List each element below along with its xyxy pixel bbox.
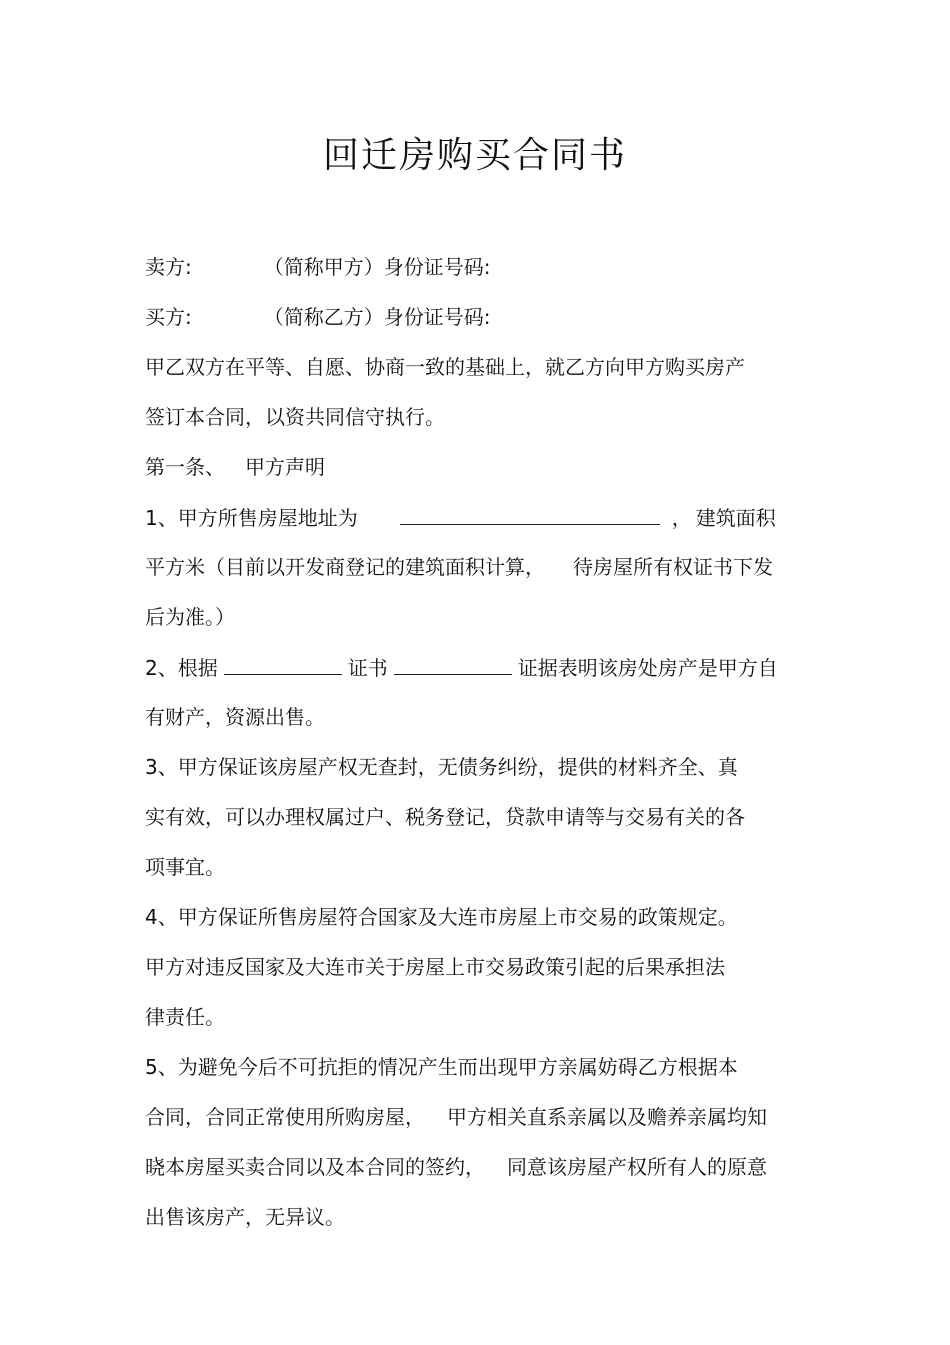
clause-1-line-3: 后为准。） (145, 605, 235, 629)
clause-5-line-2-b: 甲方相关直系亲属以及赡养亲属均知 (447, 1105, 767, 1129)
clause-4-line-1: 4、甲方保证所售房屋符合国家及大连市房屋上市交易的政策规定。 (145, 905, 738, 929)
clause-2-text-c: 证据表明该房处房产是甲方自 (517, 656, 778, 680)
clause-5-line-2 (145, 1102, 767, 1132)
clause-5-line-3-a: 晓本房屋买卖合同以及本合同的签约， (145, 1155, 485, 1179)
seller-suffix: （简称甲方）身份证号码: (263, 255, 491, 279)
clause-3-line-2: 实有效，可以办理权属过户、税务登记，贷款申请等与交易有关的各 (145, 805, 745, 829)
seller-label: 卖方: (145, 255, 192, 279)
clause-1-line-2 (145, 552, 773, 582)
document-title: 回迁房购买合同书 (322, 135, 627, 176)
clause-1-text-c: 建筑面积 (695, 506, 776, 530)
clause-5-line-3 (145, 1152, 767, 1182)
clause-1-line-2-b: 待房屋所有权证书下发 (573, 555, 773, 579)
clause-2-text-a: 2、根据 (145, 656, 218, 680)
clause-4-line-3: 律责任。 (145, 1005, 225, 1029)
intro-line-2: 签订本合同，以资共同信守执行。 (145, 405, 445, 429)
clause-3-line-3: 项事宜。 (145, 855, 225, 879)
clause-1-line-2-a: 平方米（目前以开发商登记的建筑面积计算， (145, 555, 545, 579)
clause-2-text-b: 证书 (347, 656, 388, 680)
clause-3-line-1: 3、甲方保证该房屋产权无查封，无债务纠纷，提供的材料齐全、真 (145, 755, 738, 779)
clause-2-line-2: 有财产，资源出售。 (145, 705, 325, 729)
intro-line-1: 甲乙双方在平等、自愿、协商一致的基础上，就乙方向甲方购买房产 (145, 355, 745, 379)
address-blank (400, 502, 660, 525)
buyer-line (145, 302, 491, 332)
article-1-number: 第一条、 (145, 455, 225, 479)
certificate-type-blank (224, 652, 342, 675)
seller-line (145, 252, 491, 282)
article-1-heading (145, 452, 325, 482)
clause-2-line-1 (145, 652, 778, 683)
clause-5-line-1: 5、为避免今后不可抗拒的情况产生而出现甲方亲属妨碍乙方根据本 (145, 1055, 738, 1079)
clause-4-line-2: 甲方对违反国家及大连市关于房屋上市交易政策引起的后果承担法 (145, 955, 725, 979)
clause-5-line-3-b: 同意该房屋产权所有人的原意 (507, 1155, 767, 1179)
buyer-label: 买方: (145, 305, 192, 329)
clause-1-line-1 (145, 502, 776, 533)
clause-1-text-b: ， (671, 506, 692, 530)
certificate-number-blank (394, 652, 512, 675)
clause-1-text-a: 1、甲方所售房屋地址为 (145, 506, 358, 530)
article-1-title: 甲方声明 (245, 455, 325, 479)
clause-5-line-2-a: 合同，合同正常使用所购房屋， (145, 1105, 425, 1129)
clause-5-line-4: 出售该房产，无异议。 (145, 1205, 345, 1229)
buyer-suffix: （简称乙方）身份证号码: (263, 305, 491, 329)
